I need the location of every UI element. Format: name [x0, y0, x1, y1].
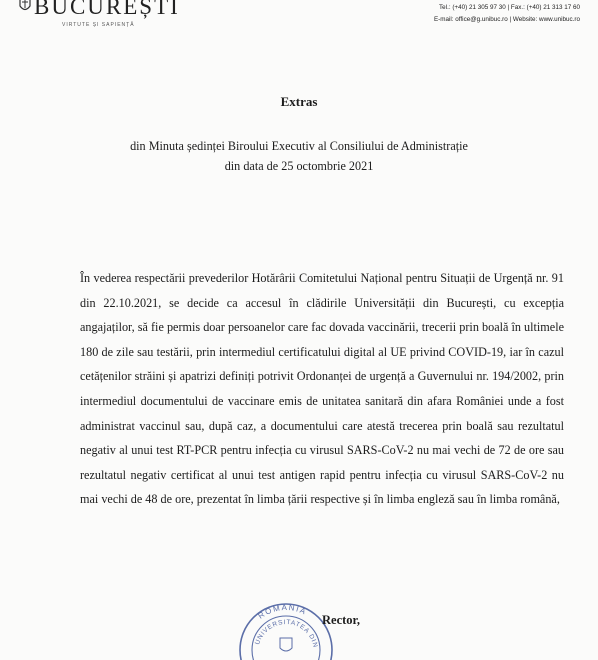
subtitle-line-1: din Minuta ședinței Biroului Executiv al Consiliului de Administrație	[130, 139, 468, 153]
document-title: Extras	[280, 94, 318, 109]
phone-fax-line: Tel.: (+40) 21 305 97 30 | Fax.: (+40) 21 313 17 60	[439, 4, 580, 11]
institution-tagline: VIRTUTE ȘI SAPIENȚĂ	[62, 22, 135, 28]
email-website-line: E-mail: office@g.unibuc.ro | Website: www.unibuc.ro	[433, 16, 580, 23]
stamp-crest-icon	[280, 638, 292, 651]
signatory-title: Rector,	[322, 613, 361, 627]
svg-text:ROMANIA	[256, 603, 308, 621]
document-subtitle	[0, 136, 598, 176]
stamp-text-top: ROMANIA	[256, 602, 309, 621]
svg-text:UNIVERSITATEA DIN	[254, 619, 319, 649]
body-paragraph: În vederea respectării prevederilor Hotărârii Comitetului Național pentru Situații de Urgență nr. 91 din 22.10.2021, se decide ca accesul în clădirile Universității din București, cu excepția angajaților, să fie permis doar persoanelor care fac dovada vaccinării, trecerii prin boală în ultimele 180 de zile sau testării, prin intermediul certificatului digital al UE privind COVID-19, iar în cazul cetățenilor străini și apatrizi definiți potrivit Ordonanței de urgență a Guvernului nr. 194/2002, prin intermediul documentului de vaccinare emis de unitatea sanitară din afara României unde a fost administrat vaccinul sau, după caz, a documentului care atestă trecerea prin boală sau rezultatul negativ al unui test RT-PCR pentru infecția cu virusul SARS-CoV-2 nu mai vechi de 72 de ore sau rezultatul negativ certificat al unui test antigen rapid pentru infecția cu virusul SARS-CoV-2 nu mai vechi de 48 de ore, prezentat în limba țării respective și în limba engleză sau în limba română,	[80, 271, 564, 507]
stamp-text-arc: UNIVERSITATEA DIN	[254, 618, 319, 649]
contact-info	[434, 2, 580, 26]
subtitle-line-2: din data de 25 octombrie 2021	[224, 159, 374, 173]
crest-icon	[18, 0, 32, 14]
institution-name: BUCUREȘTI	[34, 0, 180, 19]
